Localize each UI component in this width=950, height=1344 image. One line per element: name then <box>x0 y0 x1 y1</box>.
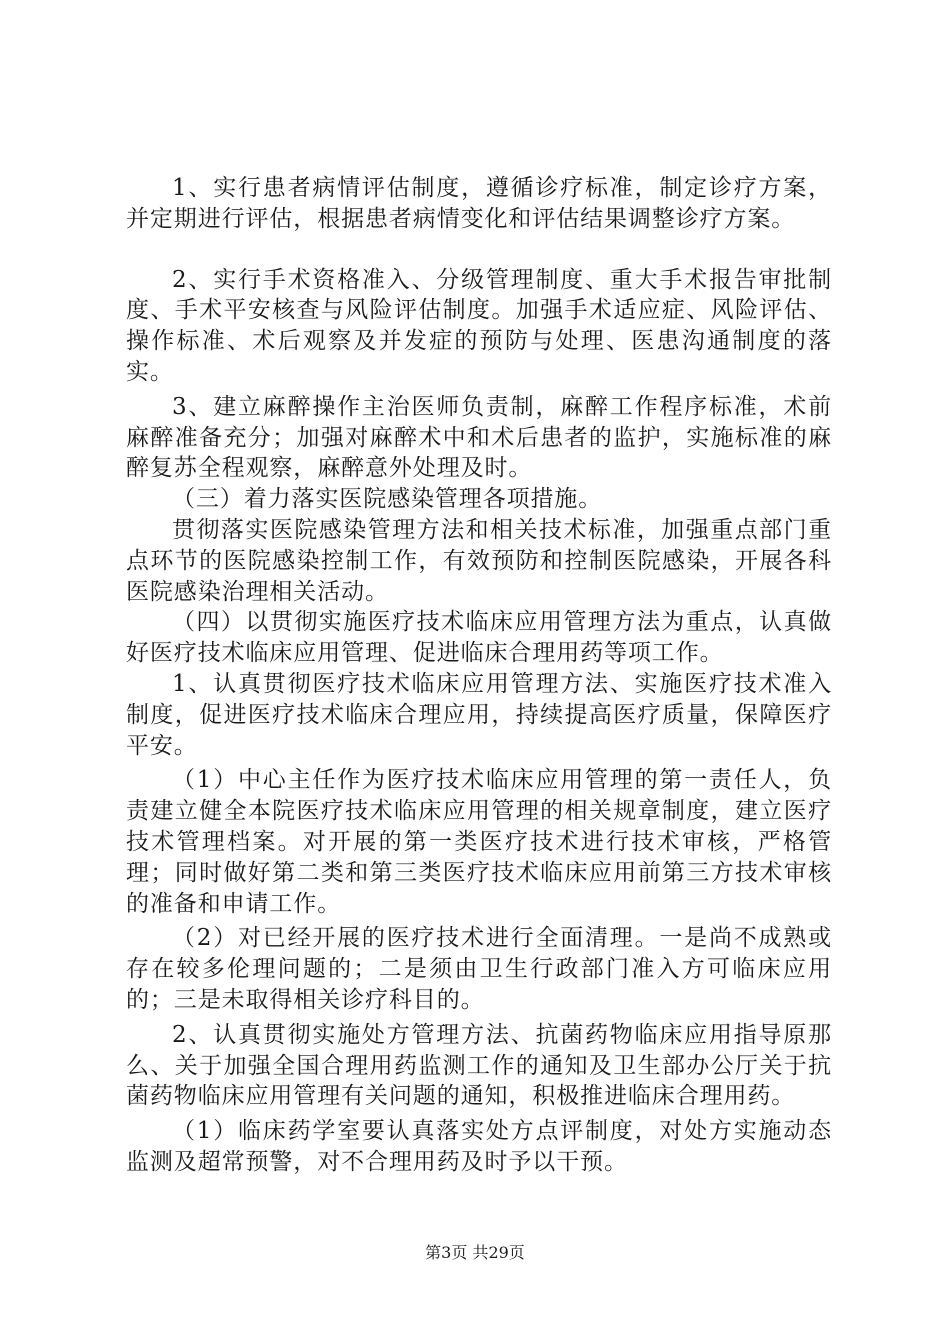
document-body <box>126 173 832 1178</box>
page-number-footer: 第3页 共29页 <box>425 1243 525 1262</box>
paragraph-surgery-qualification: 2、实行手术资格准入、分级管理制度、重大手术报告审批制度、手术平安核查与风险评估制度。加强手术适应症、风险评估、操作标准、术后观察及并发症的预防与处理、医患沟通制度的落实。 <box>126 266 832 385</box>
paragraph-patient-assessment: 1、实行患者病情评估制度，遵循诊疗标准，制定诊疗方案，并定期进行评估，根据患者病情变化和评估结果调整诊疗方案。 <box>126 175 832 232</box>
section-heading-infection-control: （三）着力落实医院感染管理各项措施。 <box>172 486 603 513</box>
paragraph-technology-access: 1、认真贯彻医疗技术临床应用管理方法、实施医疗技术准入制度，促进医疗技术临床合理应用，持续提高医疗质量，保障医疗平安。 <box>126 670 832 759</box>
section-heading-medical-technology: （四）以贯彻实施医疗技术临床应用管理方法为重点，认真做好医疗技术临床应用管理、促进临床合理用药等项工作。 <box>126 609 832 667</box>
paragraph-technology-review: （2）对已经开展的医疗技术进行全面清理。一是尚不成熟或存在较多伦理问题的；二是须由卫生行政部门准入方可临床应用的；三是未取得相关诊疗科目的。 <box>126 925 832 1013</box>
paragraph-prescription-management: 2、认真贯彻实施处方管理方法、抗菌药物临床应用指导原那么、关于加强全国合理用药监测工作的通知及卫生部办公厅关于抗菌药物临床应用管理有关问题的通知，积极推进临床合理用药。 <box>126 1021 832 1110</box>
paragraph-infection-control: 贯彻落实医院感染管理方法和相关技术标准，加强重点部门重点环节的医院感染控制工作，有效预防和控制医院感染，开展各科医院感染治理相关活动。 <box>126 516 832 605</box>
paragraph-prescription-review: （1）临床药学室要认真落实处方点评制度，对处方实施动态监测及超常预警，对不合理用药及时予以干预。 <box>126 1118 832 1175</box>
paragraph-anesthesia: 3、建立麻醉操作主治医师负责制，麻醉工作程序标准，术前麻醉准备充分；加强对麻醉术中和术后患者的监护，实施标准的麻醉复苏全程观察，麻醉意外处理及时。 <box>126 393 832 482</box>
paragraph-director-responsibility: （1）中心主任作为医疗技术临床应用管理的第一责任人，负责建立健全本院医疗技术临床应用管理的相关规章制度，建立医疗技术管理档案。对开展的第一类医疗技术进行技术审核，严格管理；同时做好第二类和第三类医疗技术临床应用前第三方技术审核的准备和申请工作。 <box>126 767 832 917</box>
